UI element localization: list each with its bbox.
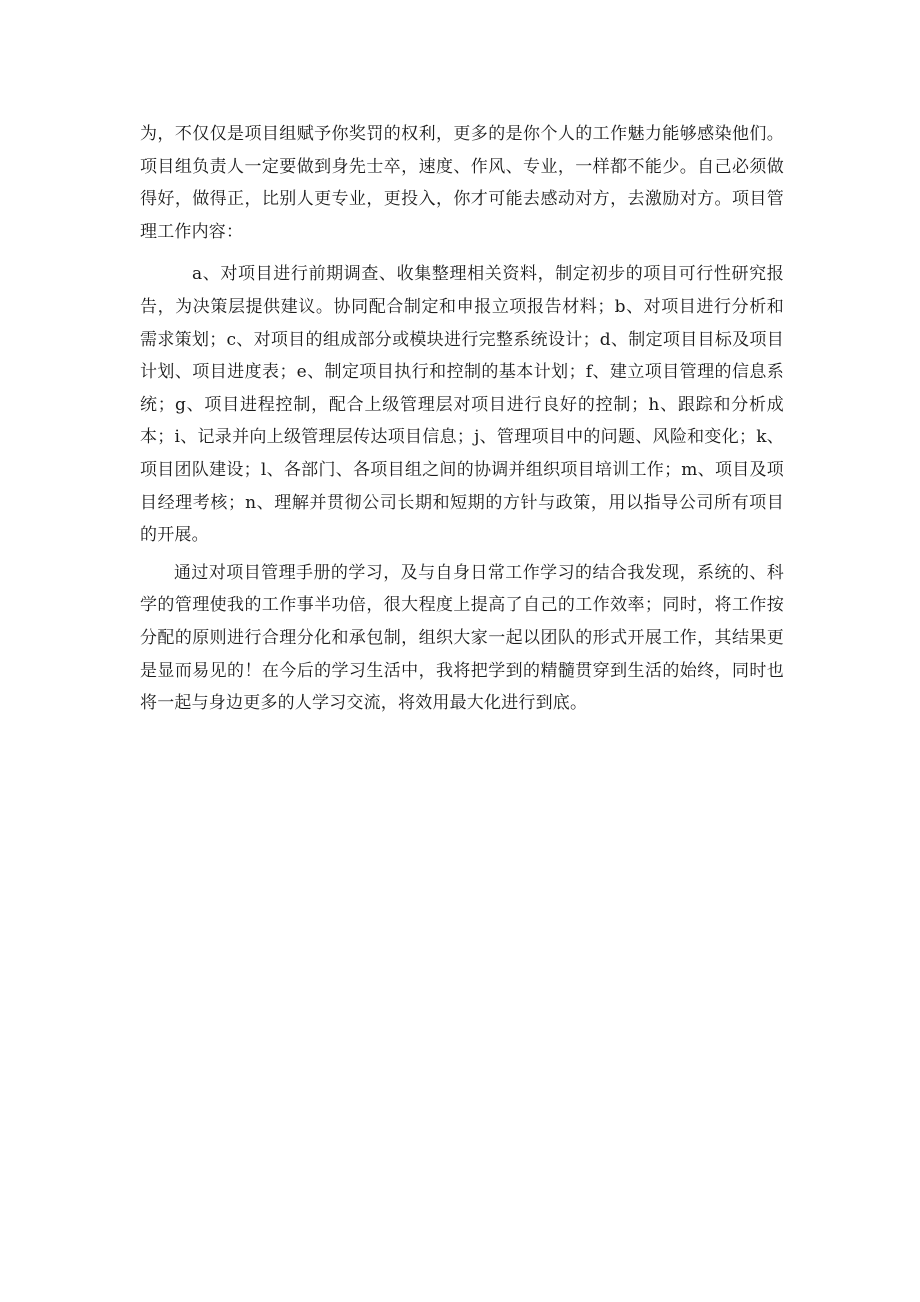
paragraph-3: 通过对项目管理手册的学习，及与自身日常工作学习的结合我发现，系统的、科学的管理使我的工作事半功倍，很大程度上提高了自己的工作效率；同时，将工作按分配的原则进行合理分化和承包制，组织大家一起以团队的形式开展工作，其结果更是显而易见的！在今后的学习生活中，我将把学到的精髓贯穿到生活的始终，同时也将一起与身边更多的人学习交流，将效用最大化进行到底。 (140, 562, 784, 714)
document-body (140, 118, 784, 720)
paragraph-1: 为，不仅仅是项目组赋予你奖罚的权利，更多的是你个人的工作魅力能够感染他们。项目组负责人一定要做到身先士卒，速度、作风、专业，一样都不能少。自己必须做得好，做得正，比别人更专业，更投入，你才可能去感动对方，去激励对方。项目管理工作内容： (140, 124, 784, 242)
paragraph-2: a、对项目进行前期调查、收集整理相关资料，制定初步的项目可行性研究报告，为决策层提供建议。协同配合制定和申报立项报告材料；b、对项目进行分析和需求策划；c、对项目的组成部分或模块进行完整系统设计；d、制定项目目标及项目计划、项目进度表；e、制定项目执行和控制的基本计划；f、建立项目管理的信息系统；g、项目进程控制，配合上级管理层对项目进行良好的控制；h、跟踪和分析成本；i、记录并向上级管理层传达项目信息；j、管理项目中的问题、风险和变化；k、项目团队建设；l、各部门、各项目组之间的协调并组织项目培训工作；m、项目及项目经理考核；n、理解并贯彻公司长期和短期的方针与政策，用以指导公司所有项目的开展。 (140, 264, 784, 546)
